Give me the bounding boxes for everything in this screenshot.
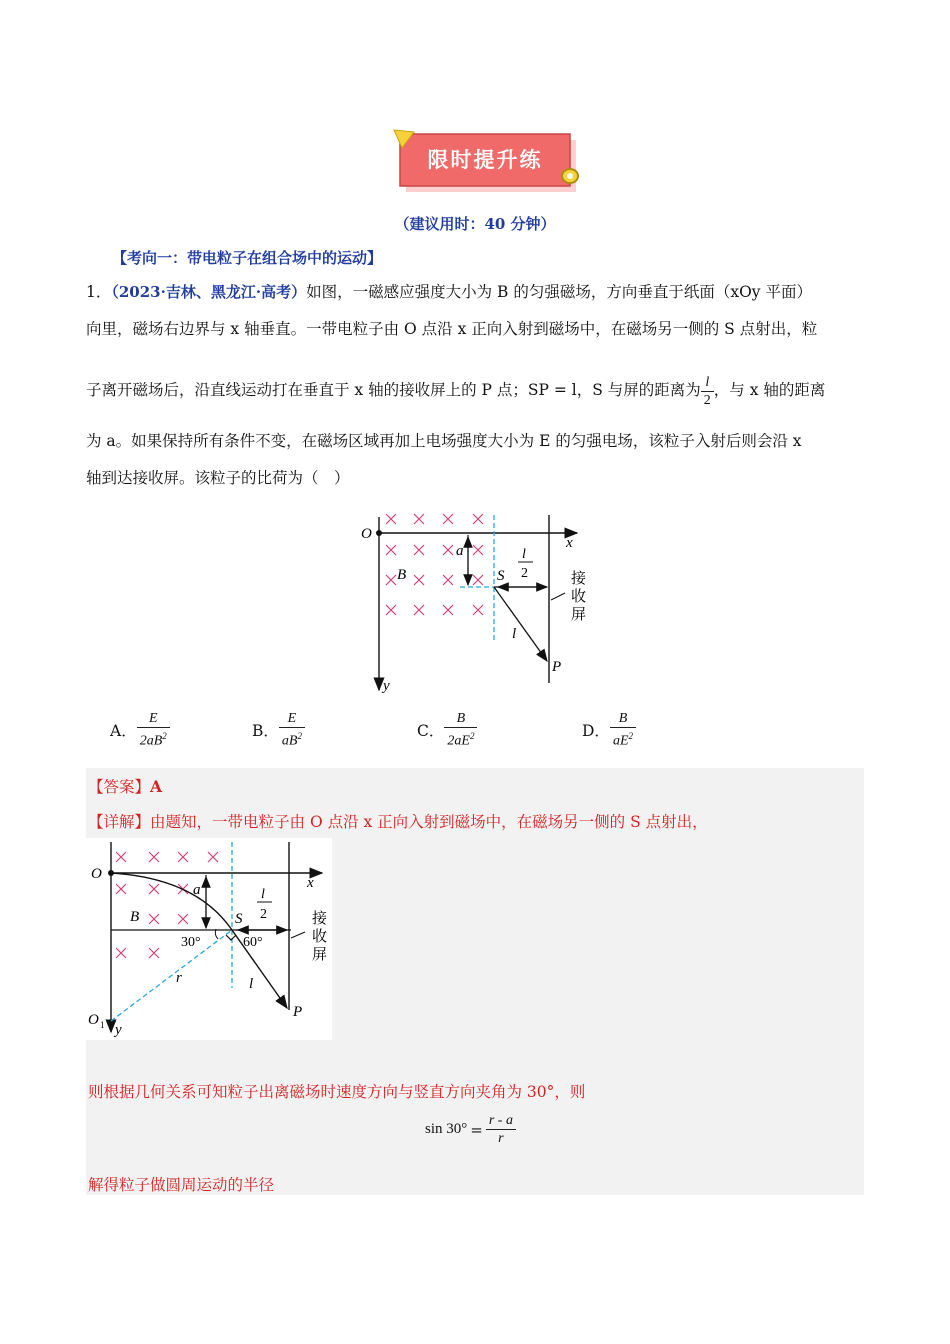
label2-half-num: l — [261, 887, 265, 902]
label2-P: P — [293, 1004, 303, 1020]
label-l: l — [512, 626, 517, 642]
question-source: （2023·吉林、黑龙江·高考） — [111, 283, 307, 301]
label-x: x — [566, 535, 573, 551]
label-S: S — [497, 568, 505, 584]
question-text-1: 如图，一磁感应强度大小为 B 的匀强磁场，方向垂直于纸面（xOy 平面） — [306, 283, 812, 301]
solution-text-3: 解得粒子做圆周运动的半径 — [88, 1176, 275, 1194]
label2-x: x — [307, 875, 314, 891]
figure-magnetic-field — [355, 505, 605, 695]
solution-formula: sin 30° = $\frac{r - a}{r}$ — [425, 1112, 516, 1147]
label2-angle60: 60° — [243, 935, 263, 950]
label2-O1-sub: 1 — [100, 1020, 105, 1030]
question-line-2: 向里，磁场右边界与 x 轴垂直。一带电粒子由 O 点沿 x 正向入射到磁场中，在磁场另一侧的 S 点射出，粒 — [86, 320, 818, 338]
label2-a: a — [193, 882, 201, 898]
figure-solution-geometry — [86, 838, 332, 1040]
option-c[interactable]: C． $\frac{B}{2aE^2}$ — [417, 710, 477, 750]
label2-l: l — [249, 976, 254, 992]
fraction-l-over-2: $\frac{l}{2}$ — [701, 374, 714, 409]
option-b[interactable]: B． $\frac{E}{aB^2}$ — [252, 710, 305, 750]
label-screen-1: 接 — [571, 569, 587, 587]
question-line-5: 轴到达接收屏。该粒子的比荷为（ ） — [86, 469, 350, 487]
label2-half-den: 2 — [260, 907, 267, 922]
label-screen-3: 屏 — [571, 605, 587, 623]
label2-angle30: 30° — [181, 935, 201, 950]
label2-S: S — [235, 911, 243, 927]
label-half-den: 2 — [521, 566, 528, 581]
title-banner — [392, 128, 584, 196]
label2-B: B — [130, 909, 140, 925]
label2-O: O — [91, 866, 102, 882]
section-title: 【考向一：带电粒子在组合场中的运动】 — [112, 249, 383, 267]
question-line-4: 为 a。如果保持所有条件不变，在磁场区域再加上电场强度大小为 E 的匀强电场，该粒子入射后则会沿 x — [86, 432, 802, 450]
label2-r: r — [176, 970, 182, 986]
label2-screen-1: 接 — [312, 909, 328, 927]
label2-screen-2: 收 — [312, 927, 328, 945]
label-P: P — [552, 659, 562, 675]
banner-title: 限时提升练 — [427, 148, 543, 172]
label-y: y — [383, 678, 390, 694]
label2-O1: O — [88, 1012, 99, 1028]
label2-screen-3: 屏 — [312, 945, 328, 963]
solution-text-2: 则根据几何关系可知粒子出离磁场时速度方向与竖直方向夹角为 30°，则 — [88, 1083, 586, 1101]
option-d[interactable]: D． $\frac{B}{aE^2}$ — [582, 710, 636, 750]
answer-line: 【答案】A — [88, 777, 163, 796]
option-a[interactable]: A． $\frac{E}{2aB^2}$ — [110, 710, 170, 750]
detail-line: 【详解】由题知，一带电粒子由 O 点沿 x 正向入射到磁场中，在磁场另一侧的 S 点射出， — [88, 813, 708, 831]
question-line-1 — [86, 282, 812, 302]
time-hint: （建议用时：40 分钟） — [394, 215, 556, 233]
label2-y: y — [115, 1022, 122, 1038]
question-text-3a: 子离开磁场后，沿直线运动打在垂直于 x 轴的接收屏上的 P 点；SP = l，S 与屏的距离为 — [86, 381, 701, 399]
question-line-3 — [86, 370, 825, 410]
label-half-num: l — [522, 547, 526, 562]
question-text-3b: ，与 x 轴的距离 — [713, 381, 826, 399]
label-B: B — [397, 567, 407, 583]
question-number: 1． — [86, 283, 112, 301]
label-screen-2: 收 — [571, 587, 587, 605]
answer-value: A — [150, 777, 163, 796]
label-O: O — [361, 526, 372, 542]
label-a: a — [456, 543, 464, 559]
